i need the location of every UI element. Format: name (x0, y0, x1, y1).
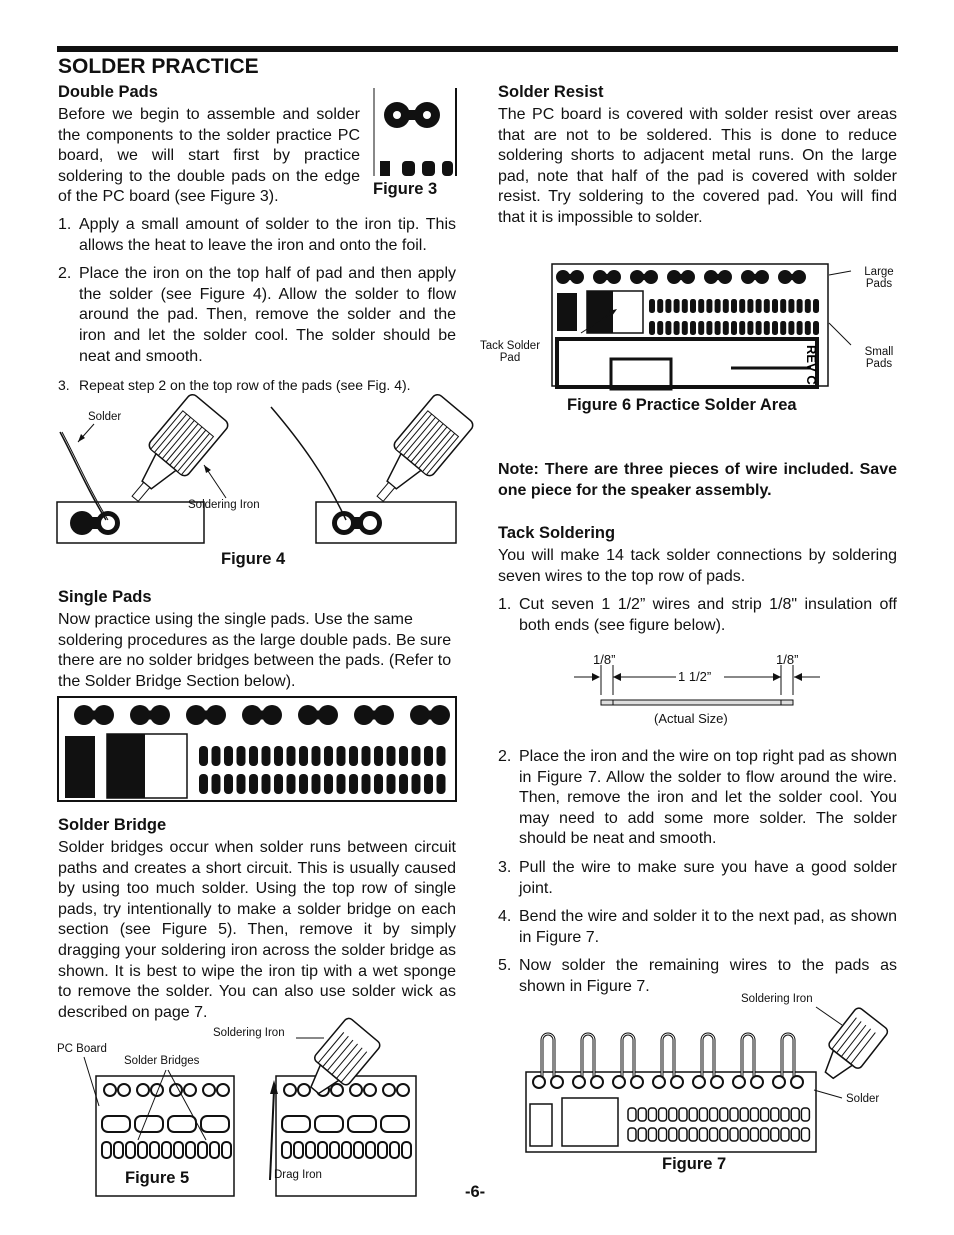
bridge-pad (331, 1084, 343, 1096)
double-pads-steps (58, 215, 456, 396)
single-pad (287, 774, 296, 794)
small-pad (756, 321, 762, 335)
single-pad (114, 1142, 123, 1158)
single-pad (199, 746, 208, 766)
single-pad (237, 746, 246, 766)
single-pads-heading: Single Pads (58, 588, 152, 606)
figure6-label-large-pads: Large Pads (864, 266, 894, 290)
small-pad (750, 1108, 758, 1121)
single-pad (126, 1142, 135, 1158)
single-pad (299, 774, 308, 794)
small-pad (715, 321, 721, 335)
small-pad (761, 1128, 769, 1141)
small-pad (771, 1128, 779, 1141)
figure7-label-iron: Soldering Iron (741, 993, 813, 1005)
tack-pad (751, 1076, 763, 1088)
small-pad (674, 299, 680, 313)
tack-step: 1. Cut seven 1 1/2” wires and strip 1/8" insulation off both ends (see figure below). (498, 596, 897, 634)
page-number: -6- (465, 1183, 486, 1201)
small-pad (710, 1108, 718, 1121)
pad-bridge (748, 274, 762, 280)
wire-figure-graphic (574, 660, 824, 710)
single-pad (374, 746, 383, 766)
figure7-label-solder: Solder (846, 1093, 880, 1105)
figure6-caption: Figure 6 Practice Solder Area (567, 396, 797, 414)
small-pad (689, 1108, 697, 1121)
small-pad (682, 321, 688, 335)
small-pad (723, 299, 729, 313)
small-pad (781, 1108, 789, 1121)
pad-bridge (600, 274, 614, 280)
small-pad (801, 1108, 809, 1121)
wire-left-dim: 1/8” (593, 652, 616, 667)
solder-bridge-heading: Solder Bridge (58, 816, 167, 834)
wire-right-dim: 1/8” (776, 652, 799, 667)
solder-bridge (381, 1116, 409, 1132)
small-pad (805, 299, 811, 313)
pad-bridge (785, 274, 799, 280)
bridge-pad (350, 1084, 362, 1096)
tack-pad (773, 1076, 785, 1088)
bridge-pad (104, 1084, 116, 1096)
single-pad (378, 1142, 387, 1158)
small-pad (780, 299, 786, 313)
pad-bridge (140, 711, 160, 720)
small-pad (780, 321, 786, 335)
small-pad (657, 299, 663, 313)
single-pad (312, 774, 321, 794)
single-pad (274, 746, 283, 766)
pad-bridge (637, 274, 651, 280)
small-pad (659, 1108, 667, 1121)
pad-bridge (563, 274, 577, 280)
small-pad (772, 321, 778, 335)
figure5-caption: Figure 5 (125, 1169, 190, 1187)
tack-pad (733, 1076, 745, 1088)
small-pad (740, 1108, 748, 1121)
single-pad (138, 1142, 147, 1158)
figure3-graphic (372, 88, 458, 178)
small-pad (690, 321, 696, 335)
bridge-pad (151, 1084, 163, 1096)
tack-pad (791, 1076, 803, 1088)
small-pad (638, 1108, 646, 1121)
figure5-label-iron: Soldering Iron (213, 1027, 285, 1039)
small-pad (698, 321, 704, 335)
header-rule (57, 46, 898, 52)
small-pad (649, 299, 655, 313)
small-pad (739, 299, 745, 313)
figure5-label-bridges: Solder Bridges (124, 1055, 200, 1067)
small-pad (723, 321, 729, 335)
figure4-caption: Figure 4 (221, 550, 286, 568)
tack-soldering-heading: Tack Soldering (498, 524, 616, 542)
bridge-pad (298, 1084, 310, 1096)
single-pad (412, 746, 421, 766)
pad-bridge (196, 711, 216, 720)
small-pad (665, 299, 671, 313)
small-pad (730, 1108, 738, 1121)
small-pad (648, 1128, 656, 1141)
small-pad (669, 1108, 677, 1121)
single-pad (199, 774, 208, 794)
single-pad (390, 1142, 399, 1158)
tack-step: 3. Pull the wire to make sure you have a good solder joint. (498, 858, 897, 897)
bridge-pad (137, 1084, 149, 1096)
small-pad (797, 299, 803, 313)
small-pad (669, 1128, 677, 1141)
small-pad (764, 321, 770, 335)
small-pad (788, 299, 794, 313)
solder-bridge (315, 1116, 343, 1132)
small-pad (706, 299, 712, 313)
wire-mid-dim: 1 1/2” (678, 669, 712, 684)
small-pad (657, 321, 663, 335)
bridge-pad (383, 1084, 395, 1096)
single-pad (224, 774, 233, 794)
tack-pad (631, 1076, 643, 1088)
small-pad (628, 1108, 636, 1121)
single-pad (294, 1142, 303, 1158)
page-title: SOLDER PRACTICE (58, 55, 259, 78)
small-pad (710, 1128, 718, 1141)
solder-bridge (282, 1116, 310, 1132)
figure5-label-drag: Drag Iron (274, 1169, 322, 1181)
small-pad (797, 321, 803, 335)
figure6-label-tack-pad: Tack Solder Pad (479, 340, 541, 364)
single-pad (282, 1142, 291, 1158)
small-pad (772, 299, 778, 313)
small-pad (720, 1108, 728, 1121)
small-pad (682, 299, 688, 313)
single-pad (324, 774, 333, 794)
small-pad (679, 1108, 687, 1121)
single-pad (387, 774, 396, 794)
single-pad (399, 746, 408, 766)
small-pad (690, 299, 696, 313)
wire-note: Note: There are three pieces of wire included. Save one piece for the speaker assembly. (498, 461, 897, 499)
single-pad (366, 1142, 375, 1158)
single-pad (362, 746, 371, 766)
single-pad (212, 774, 221, 794)
small-pad (740, 1128, 748, 1141)
small-pad (750, 1128, 758, 1141)
bridge-pad (217, 1084, 229, 1096)
small-pad (674, 321, 680, 335)
solder-bridge-text: Solder bridges occur when solder runs between circuit paths and creates a short circuit. This is usually caused by using too much solder. Using the top row of single pads, try intentionally to make a solder bridge on each section (see Figure 5). Then, remove it by simply dragging your soldering iron across the solder bridge as shown. It is best to wipe the iron tip with a wet sponge to remove the solder. You can also use solder wick as described on page 7. (58, 839, 456, 1021)
single-pad (150, 1142, 159, 1158)
small-pad (699, 1108, 707, 1121)
single-pad (318, 1142, 327, 1158)
small-pad (761, 1108, 769, 1121)
figure7-graphic (524, 1010, 894, 1155)
bridge-pad (397, 1084, 409, 1096)
bridge-pad (364, 1084, 376, 1096)
small-pad (638, 1128, 646, 1141)
small-pad (791, 1128, 799, 1141)
small-pad (659, 1128, 667, 1141)
single-pad (262, 774, 271, 794)
tack-pad (533, 1076, 545, 1088)
tack-pad (591, 1076, 603, 1088)
figure6-graphic (551, 263, 831, 388)
bridge-pad (284, 1084, 296, 1096)
bridge-pad (203, 1084, 215, 1096)
single-pad (342, 1142, 351, 1158)
single-pad (399, 774, 408, 794)
single-pad (354, 1142, 363, 1158)
single-pad (174, 1142, 183, 1158)
small-pad (649, 321, 655, 335)
small-pad (730, 1128, 738, 1141)
single-pad (262, 746, 271, 766)
single-pads-board-graphic (57, 696, 458, 804)
pad-bridge (420, 711, 440, 720)
small-pad (731, 299, 737, 313)
small-pad (715, 299, 721, 313)
single-pad (224, 746, 233, 766)
tack-steps (498, 747, 897, 998)
small-pad (689, 1128, 697, 1141)
single-pad (412, 774, 421, 794)
figure3-caption: Figure 3 (373, 180, 438, 198)
single-pad (362, 774, 371, 794)
pad-bridge (84, 711, 104, 720)
single-pad (330, 1142, 339, 1158)
small-pad (720, 1128, 728, 1141)
pad-bridge (364, 711, 384, 720)
single-pad (349, 746, 358, 766)
double-pads-heading: Double Pads (58, 83, 158, 101)
tack-pad (711, 1076, 723, 1088)
pad-bridge (674, 274, 688, 280)
solder-bridge (135, 1116, 163, 1132)
single-pad (349, 774, 358, 794)
double-pads-step: 1. Apply a small amount of solder to the iron tip. This allows the heat to leave the iron and onto the foil. (58, 216, 456, 254)
wire-actual-size: (Actual Size) (654, 711, 728, 726)
bridge-pad (170, 1084, 182, 1096)
small-pad (771, 1108, 779, 1121)
single-pad (249, 746, 258, 766)
tack-pad (671, 1076, 683, 1088)
single-pad (212, 746, 221, 766)
solder-bridge (168, 1116, 196, 1132)
single-pad (274, 774, 283, 794)
bridge-pad (118, 1084, 130, 1096)
single-pad (312, 746, 321, 766)
pad-bridge (308, 711, 328, 720)
tack-pad (613, 1076, 625, 1088)
single-pad (337, 746, 346, 766)
figure4-graphic (56, 402, 458, 547)
small-pad (805, 321, 811, 335)
small-pad (739, 321, 745, 335)
single-pad (198, 1142, 207, 1158)
small-pad (665, 321, 671, 335)
figure5-graphic (56, 1030, 458, 1185)
small-pad (791, 1108, 799, 1121)
small-pad (788, 321, 794, 335)
bridge-pad (184, 1084, 196, 1096)
tack-step1 (498, 595, 897, 636)
single-pad (222, 1142, 231, 1158)
single-pad (299, 746, 308, 766)
single-pad (437, 774, 446, 794)
single-pad (102, 1142, 111, 1158)
small-pad (679, 1128, 687, 1141)
tack-step: 4. Bend the wire and solder it to the next pad, as shown in Figure 7. (498, 908, 897, 946)
small-pad (801, 1128, 809, 1141)
small-pad (756, 299, 762, 313)
single-pad (249, 774, 258, 794)
solder-resist-heading: Solder Resist (498, 83, 604, 101)
tack-step: 5. Now solder the remaining wires to the pads as shown in Figure 7. (498, 957, 897, 995)
small-pad (731, 321, 737, 335)
tack-pad (653, 1076, 665, 1088)
solder-bridge (201, 1116, 229, 1132)
small-pad (648, 1108, 656, 1121)
single-pad (186, 1142, 195, 1158)
single-pad (374, 774, 383, 794)
solder-bridge (348, 1116, 376, 1132)
figure4-label-iron: Soldering Iron (188, 499, 260, 511)
pad-bridge (711, 274, 725, 280)
solder-bridge (102, 1116, 130, 1132)
solder-resist-text: The PC board is covered with solder resist over areas that are not to be soldered. This is done to reduce soldering shorts to adjacent metal runs. On the large pad, note that half of the pad is covered with solder resist. Try soldering to the covered pad. You will find that it is impossible to solder. (498, 106, 897, 226)
single-pads-text: Now practice using the single pads. Use the same soldering procedures as the large double pads. Be sure there are no solder bridges between the pads. (Refer to the Solder Bridge Section below). (58, 611, 452, 690)
small-pad (747, 299, 753, 313)
single-pad (437, 746, 446, 766)
single-pad (306, 1142, 315, 1158)
figure4-label-solder: Solder (88, 411, 122, 423)
figure6-rev-text: REV C (804, 345, 819, 385)
small-pad (706, 321, 712, 335)
pad-bridge (252, 711, 272, 720)
small-pad (747, 321, 753, 335)
single-pad (210, 1142, 219, 1158)
small-pad (699, 1128, 707, 1141)
single-pad (402, 1142, 411, 1158)
double-pads-step: 3. Repeat step 2 on the top row of the pads (see Fig. 4). (58, 377, 411, 394)
single-pad (424, 746, 433, 766)
tack-step: 2. Place the iron and the wire on top right pad as shown in Figure 7. Allow the solder to flow around the wire. Then, remove the iron and let the solder cool. You may need to add some more solder. The solder should be neat and smooth. (498, 748, 897, 848)
figure5-label-pc-board: PC Board (57, 1043, 107, 1055)
small-pad (813, 321, 819, 335)
single-pad (162, 1142, 171, 1158)
double-pads-intro: Before we begin to assemble and solder the components to the solder practice PC board, we will start first by practice soldering to the double pads on the edge of the PC board (see Figure 3). (58, 106, 360, 206)
small-pad (698, 299, 704, 313)
single-pad (387, 746, 396, 766)
small-pad (813, 299, 819, 313)
tack-pad (693, 1076, 705, 1088)
single-pad (337, 774, 346, 794)
double-pads-step: 2. Place the iron on the top half of pad and then apply the solder (see Figure 4). Allow the solder to flow around the pad. Then, remove the solder and the iron and let the solder cool. The solder should be neat and smooth. (58, 265, 456, 365)
figure7-caption: Figure 7 (662, 1155, 727, 1173)
small-pad (628, 1128, 636, 1141)
small-pad (781, 1128, 789, 1141)
single-pad (287, 746, 296, 766)
tack-soldering-text: You will make 14 tack solder connections by soldering seven wires to the top row of pads. (498, 547, 897, 585)
single-pad (424, 774, 433, 794)
tack-pad (551, 1076, 563, 1088)
tack-pad (573, 1076, 585, 1088)
figure6-label-small-pads: Small Pads (864, 346, 894, 370)
single-pad (237, 774, 246, 794)
small-pad (764, 299, 770, 313)
single-pad (324, 746, 333, 766)
